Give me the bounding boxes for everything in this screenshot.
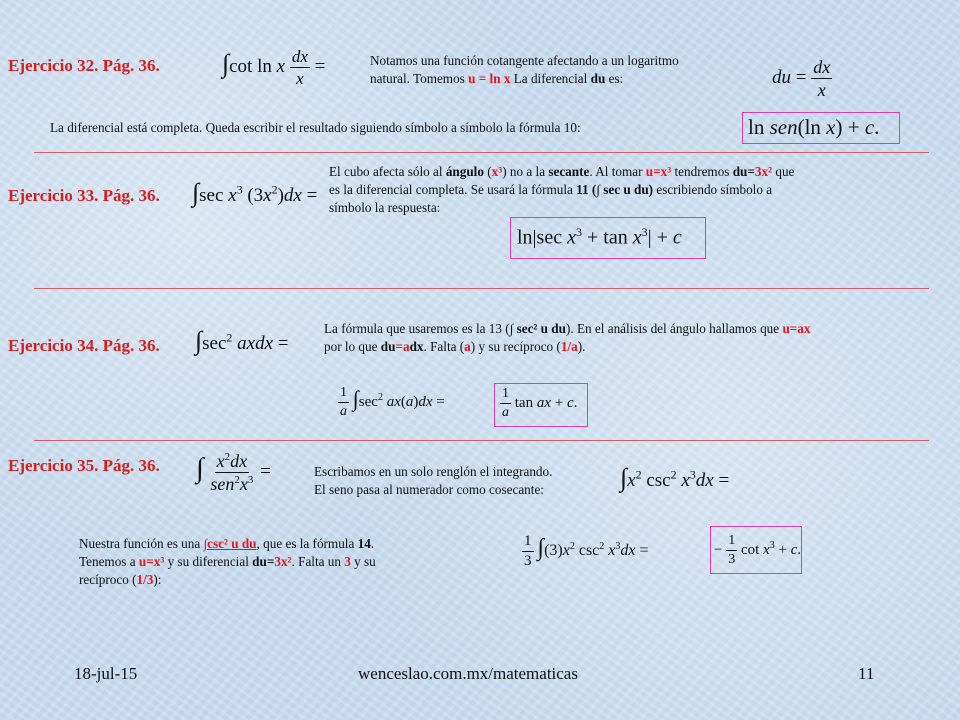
ex32-explanation: Notamos una función cotangente afectando a un logaritmo natural. Tomemos u = ln x La diferencial du es:	[370, 53, 679, 86]
ex34-title: Ejercicio 34. Pág. 36.	[8, 336, 160, 355]
ex34-answer: $\frac{1}{a}$ tan ax + c.	[502, 386, 578, 420]
ex35-rewrite: $\int x^2$ $\csc^2 x^3dx$ =	[620, 463, 730, 492]
ex33-explanation: El cubo afecta sólo al ángulo (x³) no a la secante. Al tomar u=x³ tendremos du=3x² que es la diferencial completa. Se usará la fórmula 11 (∫ sec u du) escribiendo símbolo a símbolo la respuesta:	[329, 164, 795, 215]
ex32-differential: du = $\frac{dx}{x}$	[772, 57, 831, 100]
divider-3	[34, 440, 929, 441]
ex35-integral: ∫ $\frac{x^2dx}{sen^2x^3}$ =	[196, 451, 271, 494]
divider-1	[34, 152, 929, 153]
ex33-answer: ln|sec $x^3 + \tan x^3| + c$	[517, 225, 682, 249]
ex35-answer: − $\frac{1}{3}$ $\cot x^3 + c$.	[714, 533, 802, 567]
ex35-title: Ejercicio 35. Pág. 36.	[8, 456, 160, 475]
ex33-integral: ∫sec $x^3$ $(3x^2)dx$ =	[192, 178, 318, 207]
ex33-title: Ejercicio 33. Pág. 36.	[8, 186, 160, 205]
ex34-explanation: La fórmula que usaremos es la 13 (∫ sec² u du). En el análisis del ángulo hallamos que u=ax por lo que du=adx. Falta (a) y su recíproco (1/a).	[324, 321, 811, 354]
ex34-lhs: $\frac{1}{a}$ $\int\sec^2$ ax(a)dx =	[340, 385, 445, 420]
ex34-integral: $\int\sec^2$ axdx =	[195, 326, 289, 355]
footer-site: wenceslao.com.mx/matematicas	[358, 664, 578, 683]
ex35-lhs: $\frac{1}{3}$ $\int(3)x^2$ $\csc^2 x^3dx$ =	[524, 533, 649, 569]
ex35-explanation: Escribamos en un solo renglón el integrando. El seno pasa al numerador como cosecante:	[314, 464, 553, 497]
ex35-note: Nuestra función es una ∫csc² u du, que es la fórmula 14. Tenemos a u=x³ y su diferencial du=3x². Falta un 3 y su recíproco (1/3):	[79, 536, 376, 587]
divider-2	[34, 288, 929, 289]
footer-page-number: 11	[858, 664, 875, 683]
ex32-note: La diferencial está completa. Queda escribir el resultado siguiendo símbolo a símbolo la fórmula 10:	[50, 120, 581, 135]
ex32-answer: ln sen(ln x) + c.	[748, 115, 880, 139]
ex32-integral: ∫cot ln x $\frac{dx}{x}$ =	[222, 47, 326, 88]
footer-date: 18-jul-15	[74, 664, 138, 683]
ex32-title: Ejercicio 32. Pág. 36.	[8, 56, 160, 75]
